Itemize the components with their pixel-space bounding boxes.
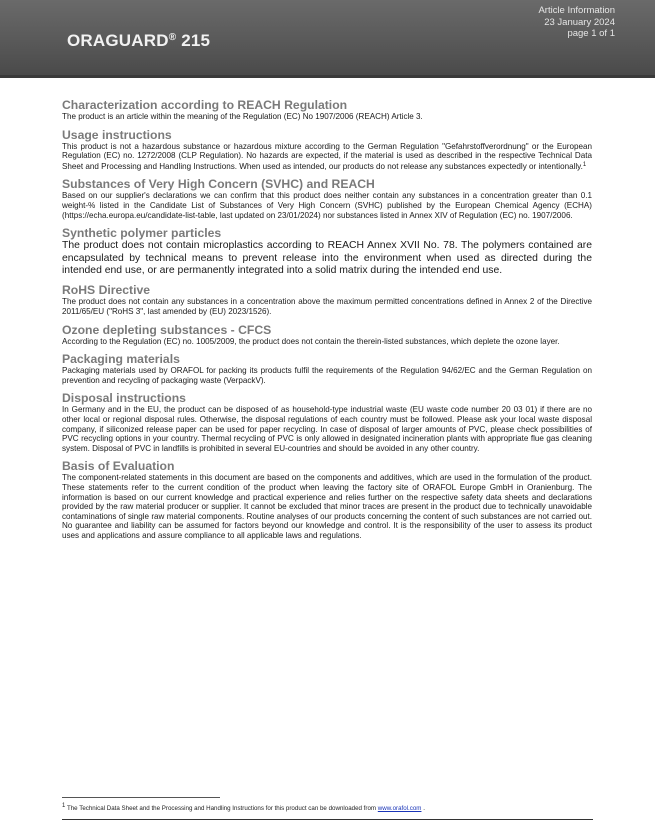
section-packaging <box>62 352 592 385</box>
footnote-link[interactable]: www.orafol.com <box>377 805 422 812</box>
document-body <box>62 98 592 546</box>
registered-mark: ® <box>168 32 177 43</box>
section-svhc-reach <box>62 177 592 220</box>
section-reach-characterization <box>62 98 592 122</box>
footnote-end: . <box>423 805 425 812</box>
section-ozone <box>62 323 592 347</box>
section-title: RoHS Directive <box>62 283 151 298</box>
footnote-text: The Technical Data Sheet and the Processing and Handling Instructions for this product can be downloaded from <box>66 805 377 812</box>
footnote-divider <box>62 797 220 798</box>
product-number: 215 <box>181 31 211 50</box>
section-title: Ozone depleting substances - CFCS <box>62 322 272 337</box>
section-text: Based on our supplier's declarations we can confirm that this product does neither contain any substances in a concentration greater than 0.1 weight-% listed in the Candidate List of Substances of Very High Concern (SVHC) published by the European Chemical Agency (ECHA) (https://echa.europa.eu/candidate-list-table, last updated on 23/01/2024) nor substances listed in Annex XIV of Regulation (EC) no. 1907/2006. <box>62 191 592 220</box>
section-text: The product is an article within the meaning of the Regulation (EC) No 1907/2006 (REACH) Article 3. <box>62 112 423 121</box>
section-text: According to the Regulation (EC) no. 1005/2009, the product does not contain the therein-listed substances, which deplete the ozone layer. <box>62 336 560 346</box>
page-number: page 1 of 1 <box>567 28 615 39</box>
section-text: The product does not contain microplastics according to REACH Annex XVII No. 78. The polymers contained are encapsulated by technical means to prevent release into the environment when used as directed during the intended end use, or are permanently integrated into a solid matrix during the intended end use. <box>62 240 592 276</box>
section-title: Disposal instructions <box>62 391 186 406</box>
section-text: Packaging materials used by ORAFOL for packing its products fulfil the requirements of the Regulation 94/62/EC and the German Regulation on prevention and recycling of packaging waste (VerpackV). <box>62 366 592 385</box>
section-title: Substances of Very High Concern (SVHC) and REACH <box>62 177 375 192</box>
section-synthetic-polymer <box>62 226 592 277</box>
footnote-ref: 1 <box>582 161 587 168</box>
section-title: Synthetic polymer particles <box>62 226 222 241</box>
article-info <box>538 5 615 40</box>
footnote <box>62 803 425 812</box>
section-text: The component-related statements in this document are based on the components and additives, which are used in the formulation of the product. These statements refer to the current condition of the product when leaving the factory site of ORAFOL Europe GmbH in Oranienburg. The information is based on our current knowledge and practical experience and relies further on the respective safety data sheets and declarations provided by the raw material producer or supplier. It cannot be excluded that minor traces are present in the product due to technically unavoidable contaminations of single raw material components. Routine analyses of our products concerning the content of such substances are not carried out. No guarantee and liability can be assumed for factors beyond our knowledge and control. It is the responsibility of the user to assess its product uses and applications and assure compliance to all applicable laws and regulations. <box>62 473 592 540</box>
footer-divider <box>62 819 593 820</box>
product-title <box>67 31 210 51</box>
section-basis-of-evaluation <box>62 459 592 540</box>
document-date: 23 January 2024 <box>544 16 615 28</box>
section-text: In Germany and in the EU, the product can be disposed of as household-type industrial waste (EU waste code number 20 03 01) if there are no other local or regional disposal rules. Otherwise, the disposal regulations of each country must be followed. Please ask your local waste disposal company, if siliconized release paper can be used for paper recycling. In case of disposal of larger amounts of PVC, please check possibilities of PVC recycling options in your country. Thermal recycling of PVC is only allowed in designated incineration plants with appropriate flue gas cleaning system. Disposal of PVC in landfills is prohibited in several EU-countries and should be avoided in any other country. <box>62 405 592 453</box>
section-title: Usage instructions <box>62 127 172 142</box>
section-text: The product does not contain any substances in a concentration above the maximum permitted concentrations defined in Annex 2 of the Directive 2011/65/EU ("RoHS 3", last amended by (EU) 2023/1526). <box>62 297 592 316</box>
section-disposal <box>62 391 592 453</box>
section-text-body: This product is not a hazardous substance or hazardous mixture according to the German Regulation "Gefahrstoffverordnung" or the European Regulation (EC) no. 1272/2008 (CLP Regulation). No hazards are expected, if the material is used as described in the respective Technical Data Sheet and Processing and Handling Instructions. When used as intended, our products do not release any substances expectedly or intentionally. <box>62 141 592 171</box>
section-rohs <box>62 283 592 316</box>
product-name: ORAGUARD <box>67 31 169 50</box>
section-text <box>62 142 592 172</box>
document-header <box>0 0 655 78</box>
article-info-label: Article Information <box>538 5 615 16</box>
section-usage-instructions <box>62 128 592 172</box>
footnote-marker: 1 <box>62 803 66 809</box>
section-title: Characterization according to REACH Regulation <box>62 98 348 112</box>
section-title: Packaging materials <box>62 352 180 367</box>
section-title: Basis of Evaluation <box>62 459 175 474</box>
